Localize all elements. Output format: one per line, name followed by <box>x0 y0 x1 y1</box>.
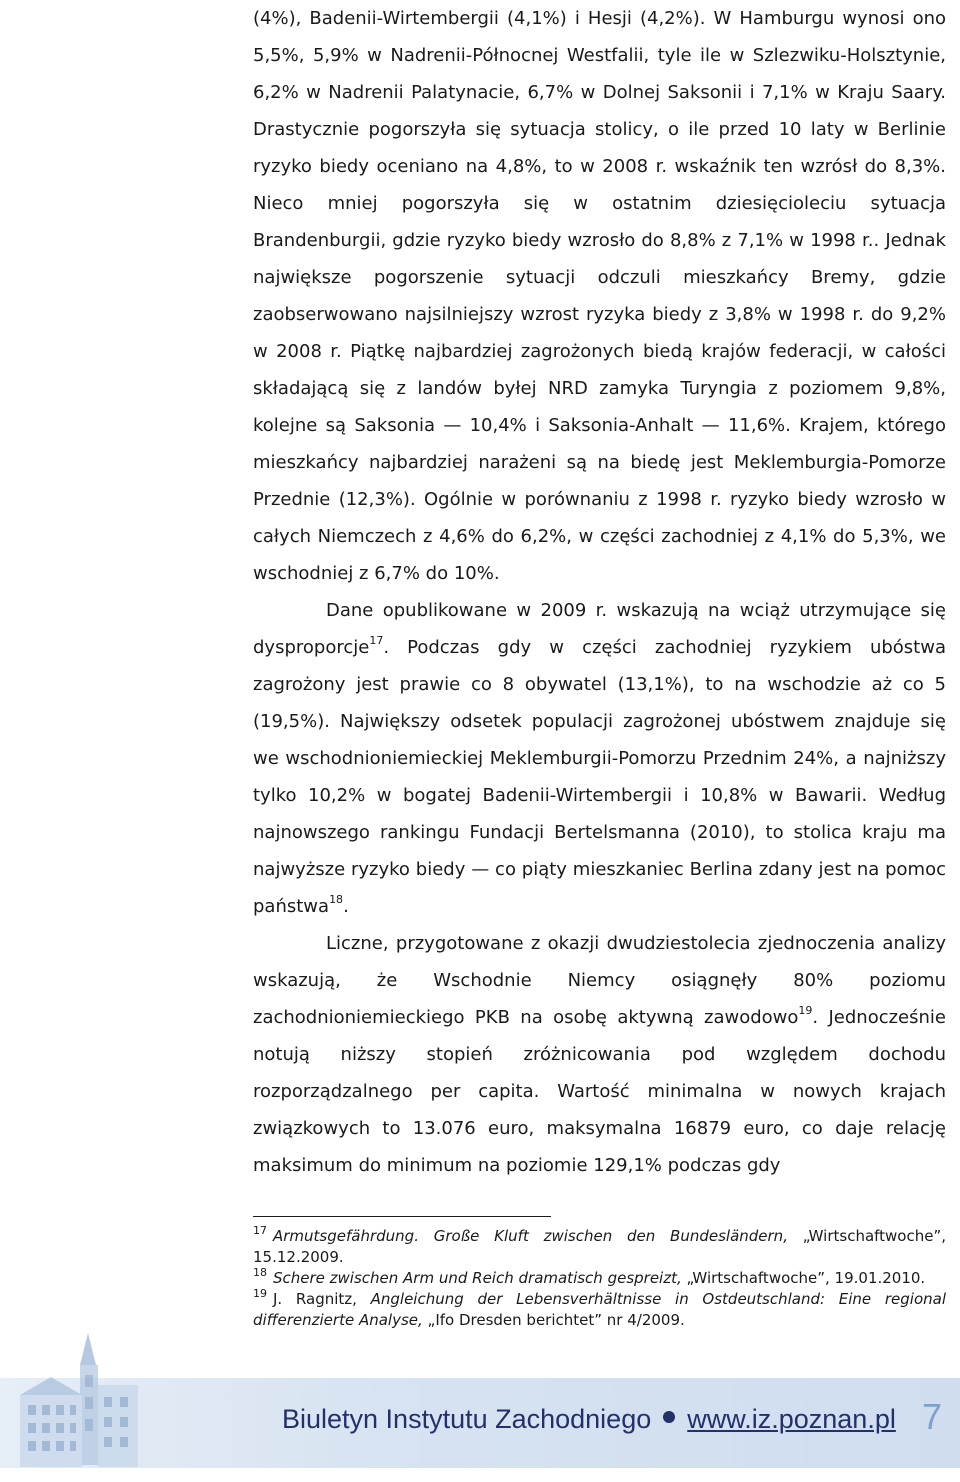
paragraph <box>253 925 946 1184</box>
paragraph-text: . <box>343 896 349 917</box>
paragraph-text: . Podczas gdy w części zachodniej ryzykiem ubóstwa zagrożony jest prawie co 8 obywatel (13,1%), to na wschodzie aż co 5 (19,5%). Największy odsetek populacji zagrożonej ubóstwem znajduje się we wschodnioniemieckiej Meklemburgii-Pomorzu Przednim 24%, a najniższy tylko 10,2% w bogatej Badenii-Wirtembergii i 10,8% w Bawarii. Według najnowszego rankingu Fundacji Bertelsmanna (2010), to stolica kraju ma najwyższe ryzyko biedy — co piąty mieszkaniec Berlina zdany jest na pomoc państwa <box>253 637 946 917</box>
footnote-number: 17 <box>253 1224 267 1237</box>
paragraph <box>253 592 946 925</box>
journal-title: Biuletyn Instytutu Zachodniego <box>282 1404 652 1434</box>
footnote-ref[interactable]: 17 <box>369 634 384 647</box>
paragraph-text: Dane opublikowane w 2009 r. wskazują na wciąż utrzymujące się dysproporcje <box>253 600 946 658</box>
footnote <box>253 1268 946 1289</box>
footnote-source: „Ifo Dresden berichtet” nr 4/2009. <box>422 1311 685 1329</box>
footnote-ref[interactable]: 19 <box>798 1004 813 1017</box>
footnote-ref[interactable]: 18 <box>329 893 344 906</box>
footnote-author: J. Ragnitz, <box>273 1290 371 1308</box>
page-number: 7 <box>922 1396 943 1437</box>
footnote <box>253 1226 946 1268</box>
body-text <box>253 0 946 1184</box>
footnote-title: Armutsgefährdung. Große Kluft zwischen den Bundesländern, <box>273 1227 788 1245</box>
footnote-title: Schere zwischen Arm und Reich dramatisch gespreizt, <box>273 1269 682 1287</box>
paragraph: (4%), Badenii-Wirtembergii (4,1%) i Hesji (4,2%). W Hamburgu wynosi ono 5,5%, 5,9% w Nadrenii-Północnej Westfalii, tyle ile w Szlezwiku-Holsztynie, 6,2% w Nadrenii Palatynacie, 6,7% w Dolnej Saksonii i 7,1% w Kraju Saary. Drastycznie pogorszyła się sytuacja stolicy, o ile przed 10 laty w Berlinie ryzyko biedy oceniano na 4,8%, to w 2008 r. wskaźnik ten wzrósł do 8,3%. Nieco mniej pogorszyła się w ostatnim dziesięcioleciu sytuacja Brandenburgii, gdzie ryzyko biedy wzrosło do 8,8% z 7,1% w 1998 r.. Jednak największe pogorszenie sytuacji odczuli mieszkańcy Bremy, gdzie zaobserwowano najsilniejszy wzrost ryzyka biedy z 3,8% w 1998 r. do 9,2% w 2008 r. Piątkę najbardziej zagrożonych biedą krajów federacji, w całości składającą się z landów byłej NRD zamyka Turyngia z poziomem 9,8%, kolejne są Saksonia — 10,4% i Saksonia-Anhalt — 11,6%. Krajem, którego mieszkańcy najbardziej narażeni są na biedę jest Meklemburgia-Pomorze Przednie (12,3%). Ogólnie w porównaniu z 1998 r. ryzyko biedy wzrosło w całych Niemczech z 4,6% do 6,2%, w części zachodniej z 4,1% do 5,3%, we wschodniej z 6,7% do 10%. <box>253 8 946 584</box>
bullet-separator-icon <box>663 1411 675 1423</box>
footnote <box>253 1289 946 1331</box>
institute-building-logo-icon <box>0 1325 140 1475</box>
footnote-source: „Wirtschaftwoche”, 15.12.2009. <box>253 1227 947 1266</box>
footnote-source: „Wirtschaftwoche”, 19.01.2010. <box>681 1269 926 1287</box>
footnote-title: Angleichung der Lebensverhältnisse in Ostdeutschland: Eine regional differenzierte Analyse, <box>253 1290 946 1329</box>
paragraph-text: Liczne, przygotowane z okazji dwudziestolecia zjednoczenia analizy wskazują, że Wschodnie Niemcy osiągnęły 80% poziomu zachodnioniemieckiego PKB na osobę aktywną zawodowo <box>253 933 946 1028</box>
footer-journal-line <box>282 1404 896 1435</box>
footnote-separator <box>253 1216 551 1217</box>
paragraph-text: . Jednocześnie notują niższy stopień zróżnicowania pod względem dochodu rozporządzalnego per capita. Wartość minimalna w nowych krajach związkowych to 13.076 euro, maksymalna 16879 euro, co daje relację maksimum do minimum na poziomie 129,1% podczas gdy <box>253 1007 946 1176</box>
website-link[interactable]: www.iz.poznan.pl <box>687 1404 896 1434</box>
footnote-number: 19 <box>253 1287 267 1300</box>
footnotes <box>253 1226 946 1331</box>
footnote-number: 18 <box>253 1266 267 1279</box>
